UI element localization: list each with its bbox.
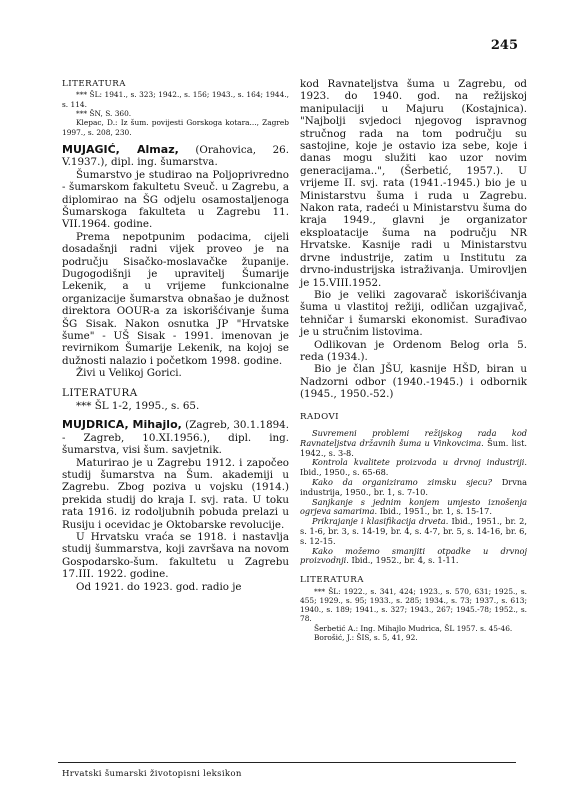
paragraph: Maturirao je u Zagrebu 1912. i započeo studij šumarstva na Šum. akademiji u Zagrebu. Zbog poziva u vojsku (1914.) prekida studij do kraja I. svj. rata. U toku rata 1916. iz rodoljubnih pobuda prelazi u Rusiju i ocevidac je Oktobarske revolucije.: [62, 456, 289, 531]
work-item: [300, 547, 527, 567]
work-item: [300, 517, 527, 546]
work-item: [300, 478, 527, 498]
literature-line: Borošić, J.: ŠIS, s. 5, 41, 92.: [314, 633, 418, 643]
literature-line: *** ŠL: 1941., s. 323; 1942., s. 156; 1943., s. 164; 1944., s. 114.: [62, 90, 289, 109]
entry-name: MUJDRICA, Mihajlo,: [62, 418, 182, 432]
work-source: Šum. list. 1942., s. 3-8.: [300, 437, 527, 458]
work-source: Ibid., 1951., br. 1, s. 15-17.: [377, 506, 492, 517]
page-number: 245: [490, 38, 518, 53]
literature-line: *** ŠN, S. 360.: [76, 109, 132, 118]
paragraph: kod Ravnateljstva šuma u Zagrebu, od 1923. do 1940. god. na režijskoj manipulaciji u Majuru (Kostajnica). "Najbolji svjedoci njegovog ispravnog stručnog rada na tom području su sastojine, koje je ostavio iza sebe, koje i danas mogu služiti kao uzor novim generacijama..", (Šerbetić, 1957.). U vrijeme II. svj. rata (1941.-1945.) bio je u Ministarstvu šuma i ruda u Zagrebu. Nakon rata, radeći u Ministarstvu šuma do kraja 1949., glavni je organizator eksploatacije šuma na području NR Hrvatske. Kasnije radi u Ministarstvu drvne industrije, zatim u Institutu za drvno-industrijska istraživanja. Umirovljen je 15.VIII.1952.: [300, 78, 527, 289]
literature-line: Klepac, D.: Iz šum. povijesti Gorskoga kotara..., Zagreb 1997., s. 208, 230.: [62, 118, 289, 137]
entry-head-text: (Orahovica, 26. V.1937.), dipl. ing. šumarstva.: [62, 143, 290, 169]
paragraph: Šumarstvo je studirao na Poljoprivredno - šumarskom fakultetu Sveuč. u Zagrebu, a diplomirao na ŠG odjelu osamostaljenoga Šumarskoga fakulteta u Zagrebu 11. VII.1964. godine.: [62, 168, 289, 231]
entry-name: MUJAGIĆ, Almaz,: [62, 142, 179, 156]
footer-divider: [58, 762, 516, 763]
work-source: Drvna industrija, 1950., br. 1, s. 7-10.: [300, 476, 527, 497]
work-title: Prikrajanje i klasifikacija drveta.: [312, 516, 449, 527]
work-title: Kontrola kvalitete proizvoda u drvnoj industriji.: [312, 457, 527, 468]
paragraph: U Hrvatsku vraća se 1918. i nastavlja studij šummarstva, koji završava na novom Gospodarsko-šum. fakultetu u Zagrebu 17.III. 1922. godine.: [62, 531, 289, 581]
right-column: [300, 78, 527, 642]
works-heading: RADOVI: [300, 411, 340, 422]
entry-mujagic-head: [62, 144, 289, 169]
left-column: [62, 78, 289, 593]
work-source: Ibid., 1951., br. 2, s. 1-6, br. 3, s. 14-19, br. 4, s. 4-7, br. 5, s. 14-16, br. 6, s. 12-15.: [300, 516, 527, 546]
work-title: Sanjkanje s jednim konjem umjesto iznošenja ogrjevа samarima.: [300, 496, 527, 517]
literature-heading: LITERATURA: [300, 575, 364, 586]
work-source: Ibid., 1952., br. 4, s. 1-11.: [348, 555, 459, 566]
literature-line: Šerbetić A.: Ing. Mihajlo Mudrica, ŠL 1957. s. 45-46.: [314, 623, 513, 633]
paragraph: Prema nepotpunim podacima, cijeli dosadašnji radni vijek proveo je na području Sisačko-moslavačke županije. Dugogodišnji je upravitelj Šumarije Lekenik, a u vrijeme funkcionalne organizacije šumarstva obnašao je dužnost direktora OOUR-a za iskorišćivanje šuma ŠG Sisak. Nakon osnutka JP "Hrvatske šume" - UŠ Sisak - 1991. imenovan je revirnikom Šumarije Lekenik, na kojoj se dužnosti nalazio i početkom 1998. godine.: [62, 230, 289, 367]
work-item: [300, 498, 527, 518]
paragraph: Od 1921. do 1923. god. radio je: [76, 580, 242, 593]
entry-mujdrica-head: [62, 419, 289, 456]
literature-line: *** ŠL 1-2, 1995., s. 65.: [76, 400, 200, 413]
paragraph: Živi u Velikoj Gorici.: [76, 367, 182, 380]
running-footer: Hrvatski šumarski životopisni leksikon: [62, 769, 242, 779]
work-item: [300, 429, 527, 458]
paragraph: Bio je veliki zagovarač iskorišćivanja šuma u vlastitoj režiji, odličan uzgajivač, tehničar i šumarski ekonomist. Surađivao je u stručnim listovima.: [300, 288, 527, 339]
work-source: Ibid., 1950., s. 65-68.: [300, 467, 389, 478]
literature-line: *** ŠL: 1922., s. 341, 424; 1923., s. 570, 631; 1925., s. 455; 1929., s. 95; 1933., s. 285; 1934., s. 73; 1937., s. 613; 1940., s. 189; 1941., s. 327; 1943., 267; 1945.-78; 1952., s. 78.: [300, 586, 527, 624]
work-item: [300, 458, 527, 478]
paragraph: Bio je član JŠU, kasnije HŠD, biran u Nadzorni odbor (1940.-1945.) i odbornik (1945., 1950.-52.): [300, 363, 527, 401]
literature-heading: LITERATURA: [62, 79, 126, 89]
work-title: Kako da organiziramo zimsku sjecu?: [312, 476, 493, 487]
paragraph: Odlikovan je Ordenom Belog orla 5. reda (1934.).: [300, 338, 527, 363]
entry-head-text: (Zagreb, 30.1.1894. - Zagreb, 10.XI.1956.), dipl. ing. šumarstva, visi šum. savjetnik.: [62, 419, 289, 457]
work-title: Kako možemo smanjiti otpadke u drvnoj proizvodnji.: [300, 545, 527, 566]
literature-heading: LITERATURA: [62, 386, 138, 399]
work-title: Suvremeni problemi režijskog rada kod Ravnateljstva državnih šuma u Vinkovcima.: [300, 427, 527, 448]
